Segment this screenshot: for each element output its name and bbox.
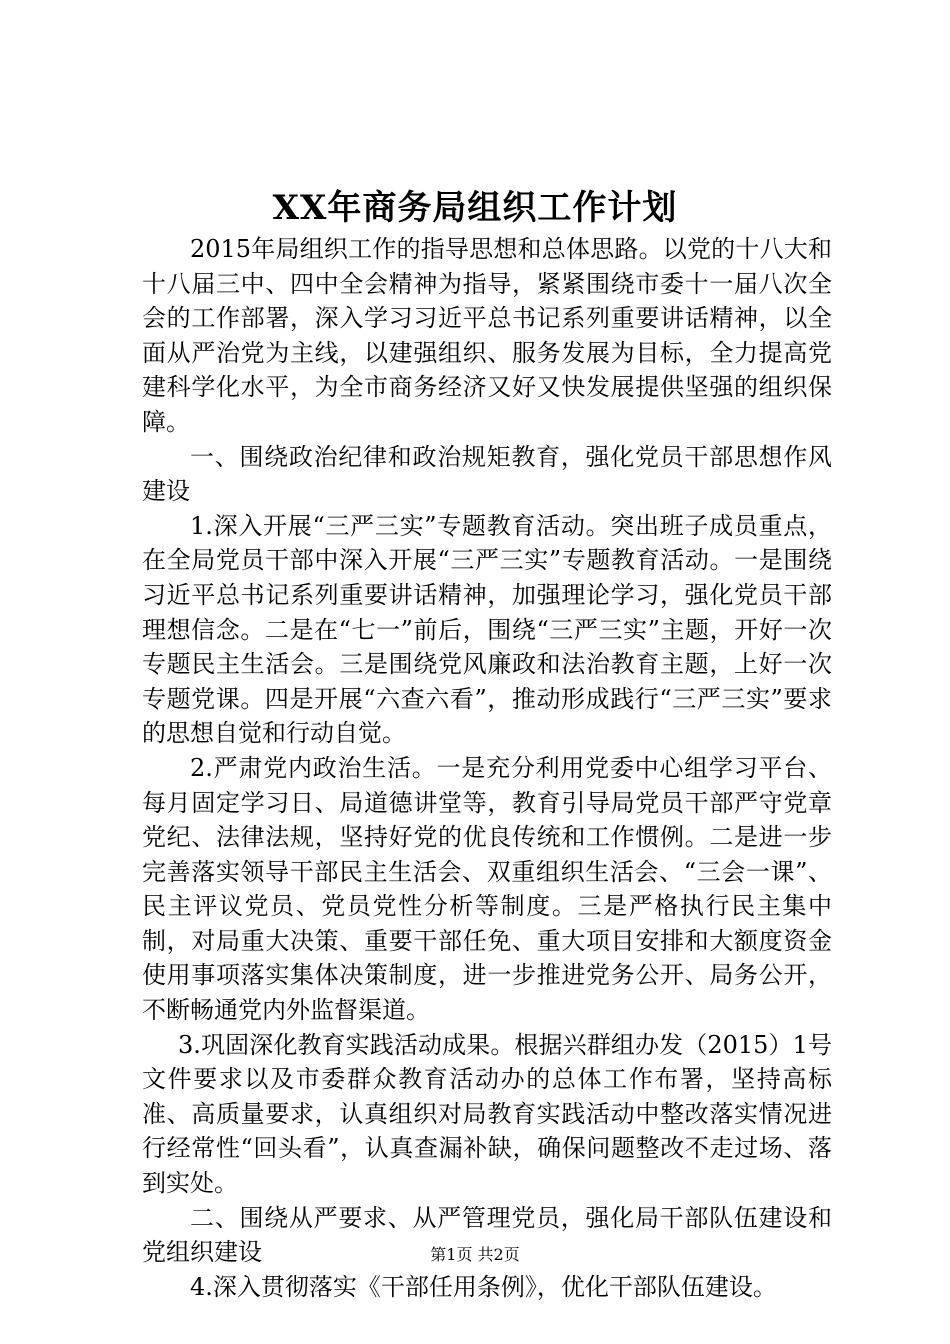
document-body <box>142 232 832 1304</box>
paragraph-guiding-thought: 2015年局组织工作的指导思想和总体思路。以党的十八大和十八届三中、四中全会精神为指导，紧紧围绕市委十一届八次全会的工作部署，深入学习习近平总书记系列重要讲话精神，以全面从严治党为主线，以建强组织、服务发展为目标，全力提高党建科学化水平，为全市商务经济又好又快发展提供坚强的组织保障。 <box>142 235 832 436</box>
page-footer: 第1页 共2页 <box>430 1245 520 1264</box>
paragraph-item-4: 4.深入贯彻落实《干部任用条例》，优化干部队伍建设。 <box>190 1272 777 1301</box>
paragraph-item-1: 1.深入开展“三严三实”专题教育活动。突出班子成员重点，在全局党员干部中深入开展“三严三实”专题教育活动。一是围绕习近平总书记系列重要讲话精神，加强理论学习，强化党员干部理想信念。二是在“七一”前后，围绕“三严三实”主题，开好一次专题民主生活会。三是围绕党风廉政和法治教育主题，上好一次专题党课。四是开展“六查六看”，推动形成践行“三严三实”要求的思想自觉和行动自觉。 <box>142 511 832 748</box>
paragraph-item-2: 2.严肃党内政治生活。一是充分利用党委中心组学习平台、每月固定学习日、局道德讲堂等，教育引导局党员干部严守党章党纪、法律法规，坚持好党的优良传统和工作惯例。二是进一步完善落实领导干部民主生活会、双重组织生活会、“三会一课”、民主评议党员、党员党性分析等制度。三是严格执行民主集中制，对局重大决策、重要干部任免、重大项目安排和大额度资金使用事项落实集体决策制度，进一步推进党务公开、局务公开，不断畅通党内外监督渠道。 <box>142 753 832 1025</box>
section-heading-2: 二、围绕从严要求、从严管理党员，强化局干部队伍建设和党组织建设 <box>142 1203 832 1267</box>
paragraph-item-3: 3.巩固深化教育实践活动成果。根据兴群组办发（2015）1号文件要求以及市委群众教育活动办的总体工作布署，坚持高标准、高质量要求，认真组织对局教育实践活动中整改落实情况进行经常性“回头看”，认真查漏补缺，确保问题整改不走过场、落到实处。 <box>142 1030 832 1198</box>
document-title: XX年商务局组织工作计划 <box>272 188 678 228</box>
section-heading-1: 一、围绕政治纪律和政治规矩教育，强化党员干部思想作风建设 <box>142 442 832 506</box>
